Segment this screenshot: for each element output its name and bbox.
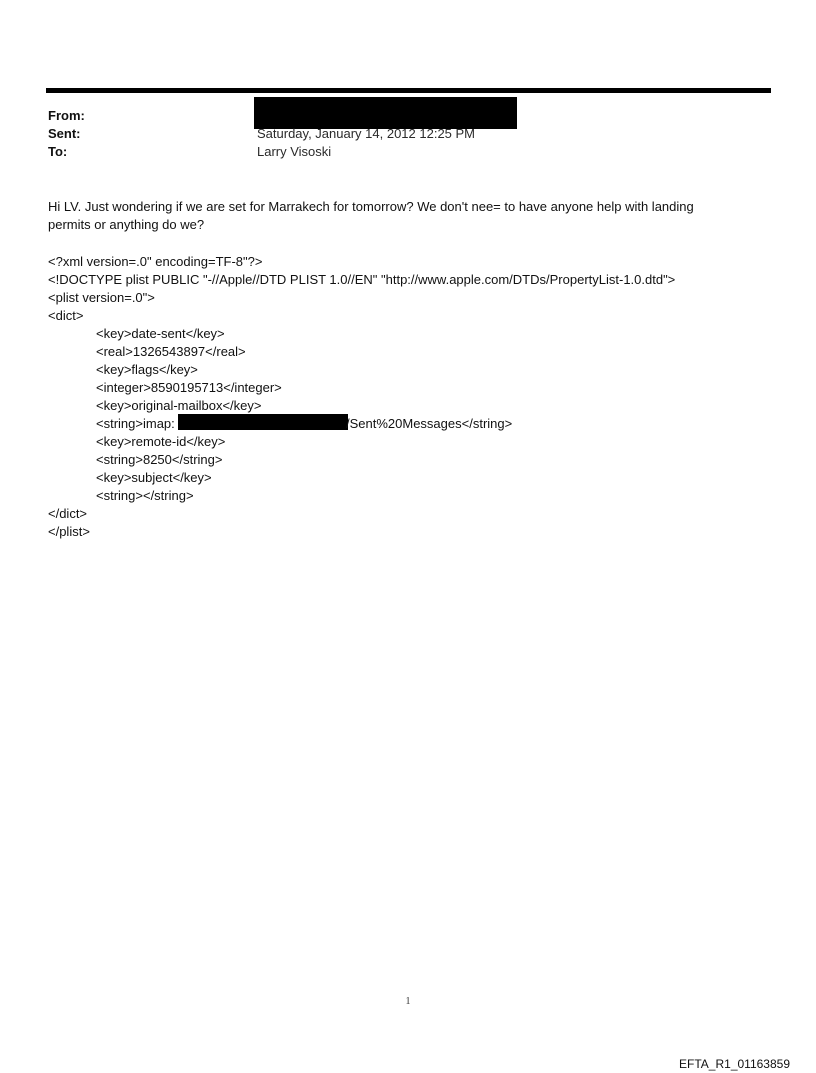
- plist-open: <plist version=.0">: [48, 290, 155, 305]
- sent-value: Saturday, January 14, 2012 12:25 PM: [257, 126, 476, 141]
- header-rule: [46, 88, 771, 93]
- doctype-line: <!DOCTYPE plist PUBLIC "-//Apple//DTD PLIST 1.0//EN" "http://www.apple.com/DTDs/PropertyList-1.0.dtd">: [48, 272, 676, 287]
- plist-entry: <key>original-mailbox</key>: [96, 398, 262, 413]
- page-number: 1: [405, 996, 411, 1007]
- mailbox-prefix: <string>imap:: [96, 416, 175, 431]
- bates-number: EFTA_R1_01163859: [679, 1057, 790, 1071]
- dict-open: <dict>: [48, 308, 84, 323]
- dict-close: </dict>: [48, 506, 88, 521]
- to-value: Larry Visoski: [257, 144, 332, 159]
- plist-entry: <key>remote-id</key>: [96, 434, 226, 449]
- mailbox-redaction: [178, 414, 348, 430]
- sent-label: Sent:: [48, 126, 81, 141]
- xml-declaration: <?xml version=.0" encoding=TF-8"?>: [48, 254, 263, 269]
- message-line-2: permits or anything do we?: [48, 217, 205, 232]
- plist-entry: <key>subject</key>: [96, 470, 212, 485]
- plist-close: </plist>: [48, 524, 90, 539]
- plist-entry: <key>date-sent</key>: [96, 326, 225, 341]
- plist-entry: <integer>8590195713</integer>: [96, 380, 282, 395]
- from-label: From:: [48, 108, 85, 123]
- plist-entry: <key>flags</key>: [96, 362, 198, 377]
- plist-entry: <string>8250</string>: [96, 452, 223, 467]
- plist-entry: <real>1326543897</real>: [96, 344, 246, 359]
- to-label: To:: [48, 144, 68, 159]
- mailbox-suffix: /Sent%20Messages</string>: [346, 416, 513, 431]
- plist-entry: <string></string>: [96, 488, 194, 503]
- message-line-1: Hi LV. Just wondering if we are set for Marrakech for tomorrow? We don't nee= to have anyone help with landing: [48, 199, 694, 214]
